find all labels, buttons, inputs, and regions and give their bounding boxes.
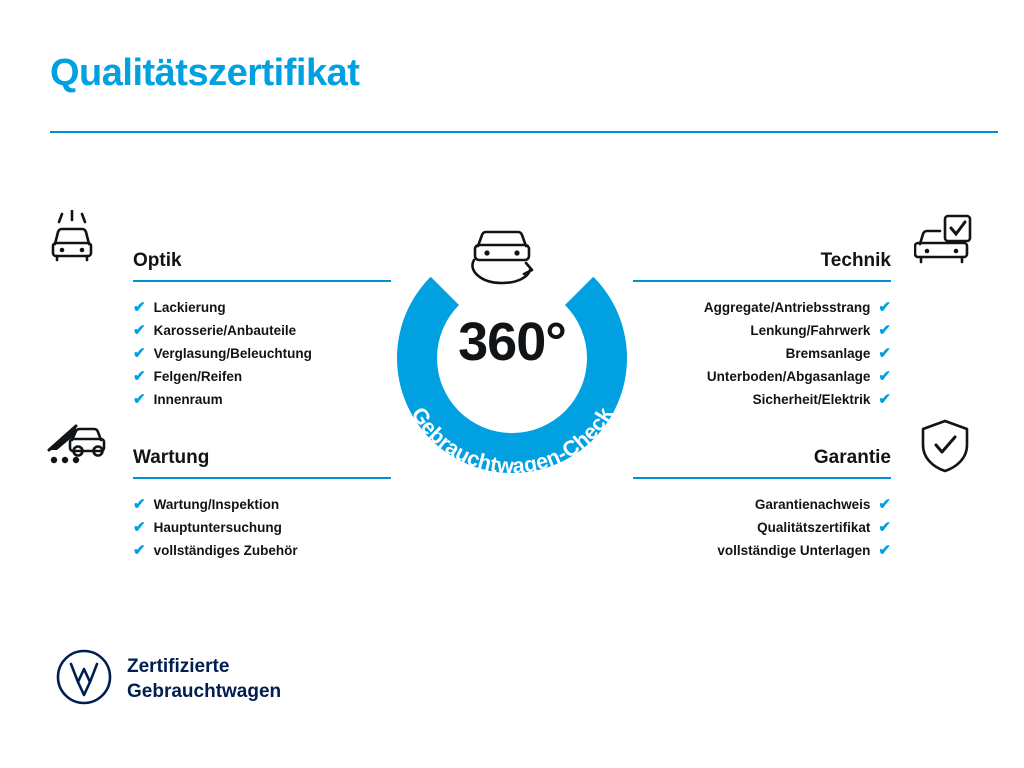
section-technik	[633, 238, 891, 427]
list-item	[133, 388, 391, 411]
footer-brand	[55, 648, 281, 711]
footer-text	[127, 655, 281, 704]
section-garantie-list	[633, 493, 891, 562]
footer-line-2: Gebrauchtwagen	[127, 680, 282, 702]
list-item	[633, 493, 891, 516]
check-icon: ✔	[878, 391, 891, 408]
list-item	[133, 342, 391, 365]
section-garantie	[633, 435, 891, 578]
list-item	[633, 319, 891, 342]
check-icon: ✔	[133, 542, 146, 559]
check-icon: ✔	[878, 368, 891, 385]
car-wash-icon	[48, 210, 112, 273]
list-item-label: Lackierung	[153, 300, 226, 315]
check-icon: ✔	[878, 322, 891, 339]
section-wartung-divider	[133, 477, 391, 479]
section-optik-divider	[133, 280, 391, 282]
title-divider	[50, 131, 998, 133]
section-garantie-header	[633, 435, 891, 469]
check-icon: ✔	[133, 345, 146, 362]
check-icon: ✔	[133, 496, 146, 513]
list-item	[633, 539, 891, 562]
section-technik-divider	[633, 280, 891, 282]
section-wartung-header	[133, 435, 391, 469]
list-item-label: Qualitätszertifikat	[757, 520, 871, 535]
list-item	[633, 365, 891, 388]
check-icon: ✔	[133, 519, 146, 536]
list-item-label: Sicherheit/Elektrik	[752, 392, 871, 407]
svg-text:Gebrauchtwagen-Check: Gebrauchtwagen-Check	[406, 402, 618, 479]
section-technik-title: Technik	[820, 250, 891, 271]
check-icon: ✔	[878, 345, 891, 362]
car-lift-icon	[46, 418, 116, 479]
360-check-badge	[370, 195, 654, 485]
check-icon: ✔	[878, 519, 891, 536]
list-item-label: Innenraum	[153, 392, 223, 407]
check-icon: ✔	[878, 542, 891, 559]
section-optik-title: Optik	[133, 250, 182, 271]
list-item-label: Felgen/Reifen	[153, 369, 243, 384]
badge-number: 360°	[458, 312, 566, 372]
check-icon: ✔	[133, 391, 146, 408]
section-wartung-list	[133, 493, 391, 562]
list-item-label: Garantienachweis	[754, 497, 871, 512]
list-item-label: Lenkung/Fahrwerk	[750, 323, 871, 338]
section-technik-header	[633, 238, 891, 272]
section-wartung	[133, 435, 391, 578]
check-icon: ✔	[133, 368, 146, 385]
section-wartung-title: Wartung	[133, 447, 210, 468]
list-item	[133, 516, 391, 539]
check-icon: ✔	[878, 496, 891, 513]
list-item	[633, 388, 891, 411]
vw-logo	[55, 648, 113, 711]
shield-check-icon	[918, 418, 972, 479]
list-item	[633, 296, 891, 319]
list-item-label: Karosserie/Anbauteile	[153, 323, 297, 338]
list-item-label: Aggregate/Antriebsstrang	[703, 300, 871, 315]
list-item	[133, 296, 391, 319]
check-icon: ✔	[133, 322, 146, 339]
list-item	[133, 365, 391, 388]
check-icon: ✔	[878, 299, 891, 316]
list-item-label: Bremsanlage	[785, 346, 871, 361]
section-optik-list	[133, 296, 391, 411]
list-item	[133, 493, 391, 516]
section-optik-header	[133, 238, 391, 272]
section-optik	[133, 238, 391, 427]
list-item-label: Hauptuntersuchung	[153, 520, 282, 535]
list-item	[133, 319, 391, 342]
list-item	[133, 539, 391, 562]
section-garantie-title: Garantie	[813, 447, 891, 468]
footer-line-1: Zertifizierte	[127, 655, 230, 677]
list-item-label: Verglasung/Beleuchtung	[153, 346, 312, 361]
section-garantie-divider	[633, 477, 891, 479]
list-item-label: vollständige Unterlagen	[717, 543, 871, 558]
check-icon: ✔	[133, 299, 146, 316]
car-check-icon	[914, 214, 976, 273]
page-title: Qualitätszertifikat	[50, 52, 360, 94]
list-item-label: Wartung/Inspektion	[153, 497, 280, 512]
list-item	[633, 516, 891, 539]
list-item-label: Unterboden/Abgasanlage	[706, 369, 871, 384]
section-technik-list	[633, 296, 891, 411]
list-item	[633, 342, 891, 365]
list-item-label: vollständiges Zubehör	[153, 543, 298, 558]
